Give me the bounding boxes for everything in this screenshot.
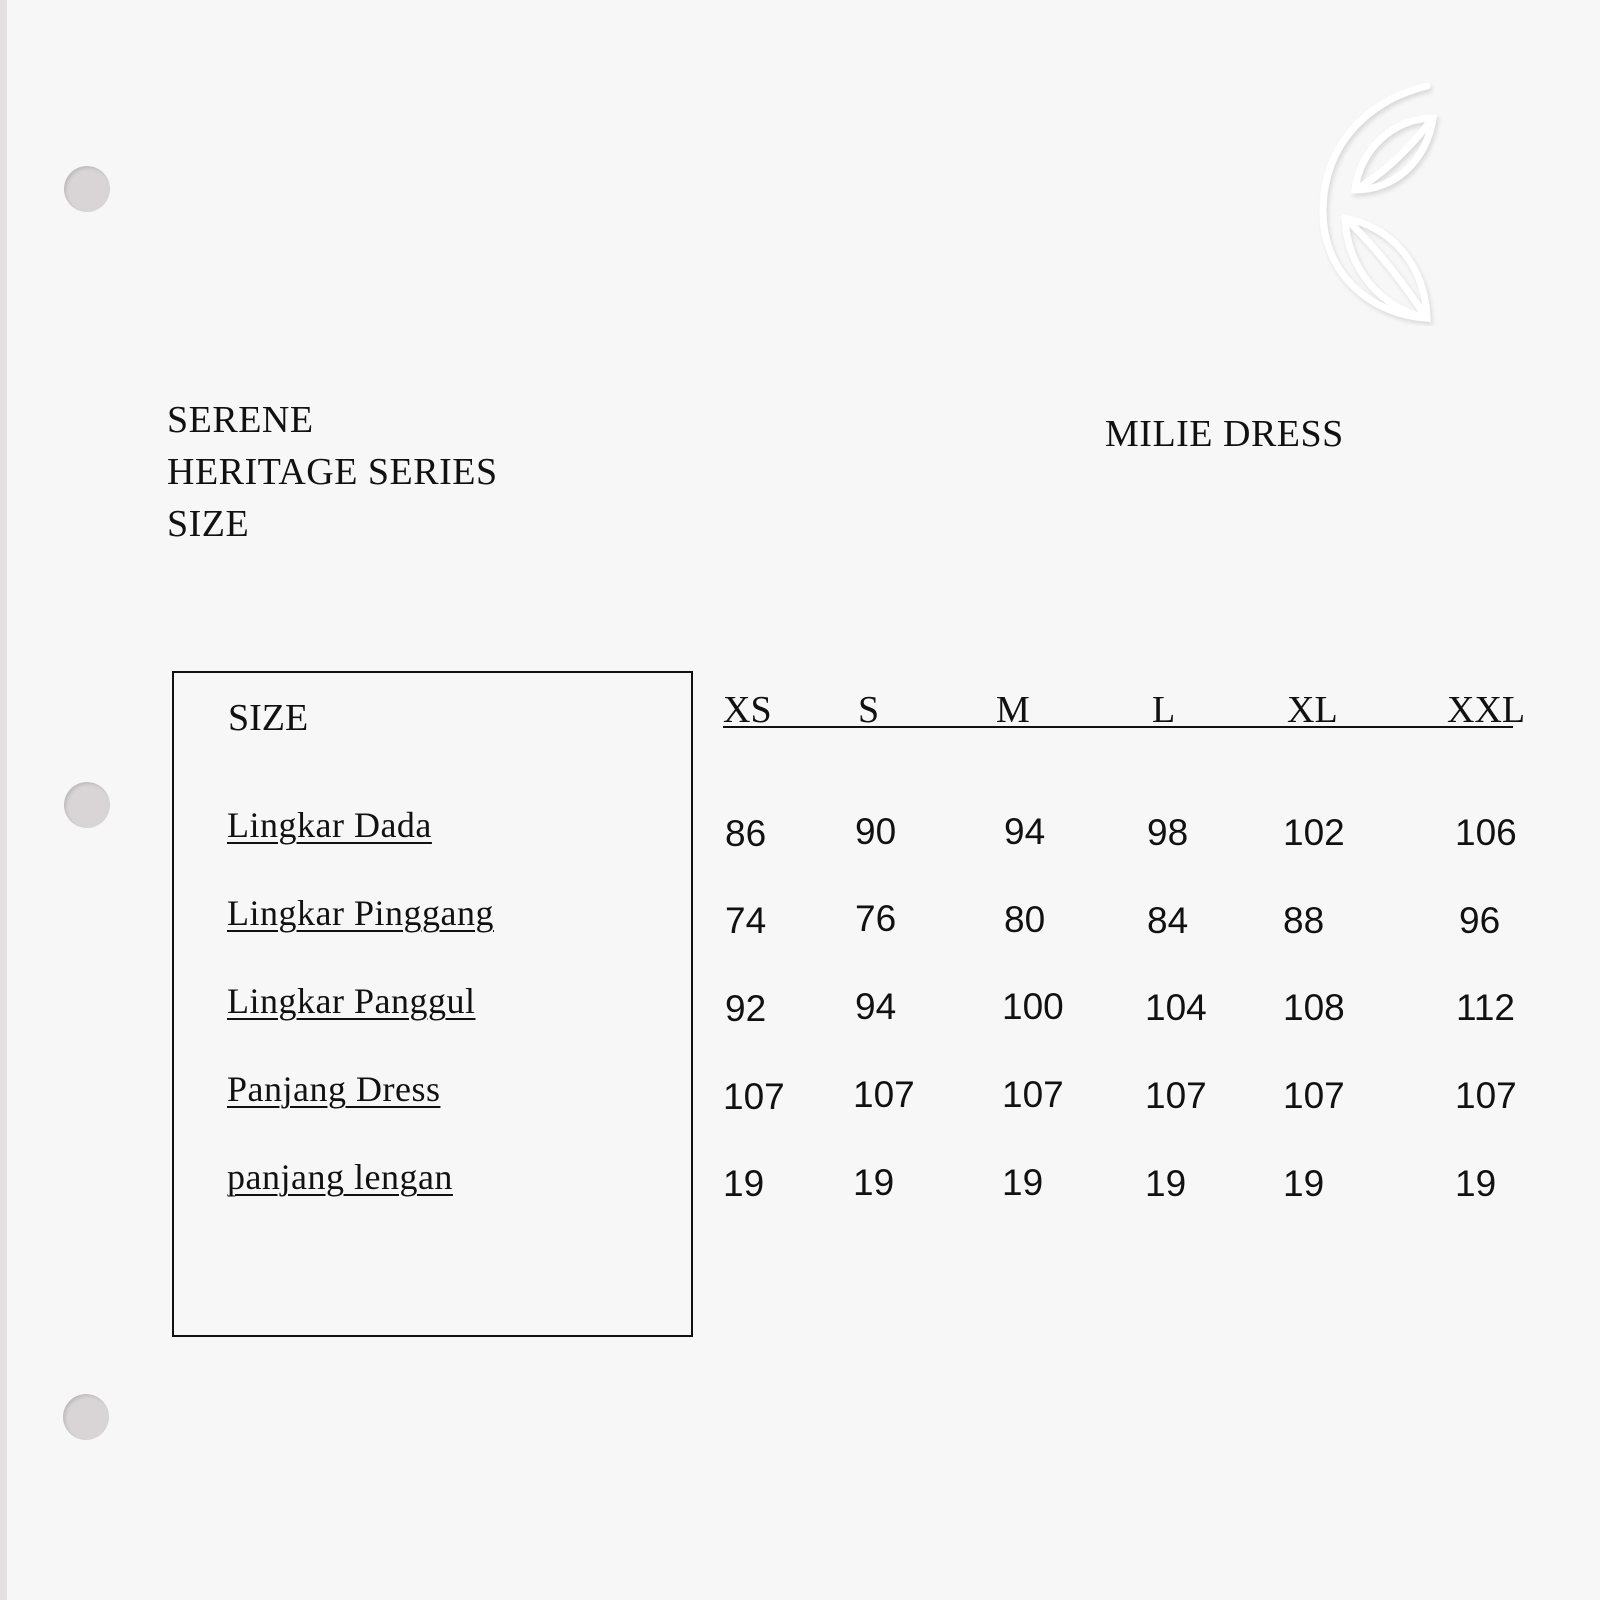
table-cell: 102 bbox=[1283, 812, 1345, 853]
table-cell: 98 bbox=[1147, 812, 1189, 853]
size-header-l: L bbox=[1152, 689, 1176, 731]
series-name: HERITAGE SERIES bbox=[167, 451, 498, 493]
table-cell: 92 bbox=[725, 988, 767, 1029]
size-header-m: M bbox=[996, 689, 1030, 731]
size-header-xs: XS bbox=[723, 689, 772, 731]
binder-hole bbox=[64, 166, 110, 212]
table-cell: 107 bbox=[853, 1074, 915, 1115]
table-cell: 107 bbox=[1455, 1075, 1517, 1116]
size-heading: SIZE bbox=[167, 503, 250, 545]
size-header-s: S bbox=[858, 689, 880, 731]
row-label-lingkar-dada: Lingkar Dada bbox=[227, 805, 432, 845]
table-cell: 96 bbox=[1459, 900, 1501, 941]
table-cell: 106 bbox=[1455, 812, 1517, 853]
brand-name: SERENE bbox=[167, 399, 314, 441]
collection-heading bbox=[167, 394, 498, 550]
table-cell: 86 bbox=[725, 813, 767, 854]
table-cell: 100 bbox=[1002, 986, 1064, 1027]
row-label-lingkar-pinggang: Lingkar Pinggang bbox=[227, 893, 494, 933]
table-cell: 80 bbox=[1004, 899, 1046, 940]
page-edge bbox=[0, 0, 7, 1600]
table-cell: 94 bbox=[1004, 811, 1046, 852]
table-cell: 19 bbox=[1455, 1163, 1497, 1204]
table-cell: 90 bbox=[855, 811, 897, 852]
size-header-underline bbox=[723, 726, 1513, 728]
table-cell: 108 bbox=[1283, 987, 1345, 1028]
table-cell: 76 bbox=[855, 898, 897, 939]
leaf-emblem-icon bbox=[1315, 78, 1455, 326]
row-label-lingkar-panggul: Lingkar Panggul bbox=[227, 981, 476, 1021]
binder-hole bbox=[64, 782, 110, 828]
row-label-panjang-dress: Panjang Dress bbox=[227, 1069, 441, 1109]
row-label-panjang-lengan: panjang lengan bbox=[227, 1157, 453, 1197]
binder-hole bbox=[63, 1394, 109, 1440]
table-cell: 107 bbox=[723, 1076, 785, 1117]
table-cell: 19 bbox=[1283, 1163, 1325, 1204]
size-header-xxl: XXL bbox=[1447, 689, 1526, 731]
table-cell: 107 bbox=[1145, 1075, 1207, 1116]
table-cell: 112 bbox=[1456, 987, 1515, 1028]
table-cell: 107 bbox=[1002, 1074, 1064, 1115]
box-title: SIZE bbox=[228, 697, 309, 739]
table-cell: 19 bbox=[1145, 1163, 1187, 1204]
table-cell: 74 bbox=[725, 900, 767, 941]
table-cell: 107 bbox=[1283, 1075, 1345, 1116]
table-cell: 19 bbox=[853, 1162, 895, 1203]
table-cell: 94 bbox=[855, 986, 897, 1027]
product-name: MILIE DRESS bbox=[1105, 413, 1344, 455]
size-header-xl: XL bbox=[1287, 689, 1338, 731]
table-cell: 84 bbox=[1147, 900, 1189, 941]
table-cell: 104 bbox=[1145, 987, 1207, 1028]
table-cell: 88 bbox=[1283, 900, 1325, 941]
table-cell: 19 bbox=[1002, 1162, 1044, 1203]
table-cell: 19 bbox=[723, 1163, 765, 1204]
